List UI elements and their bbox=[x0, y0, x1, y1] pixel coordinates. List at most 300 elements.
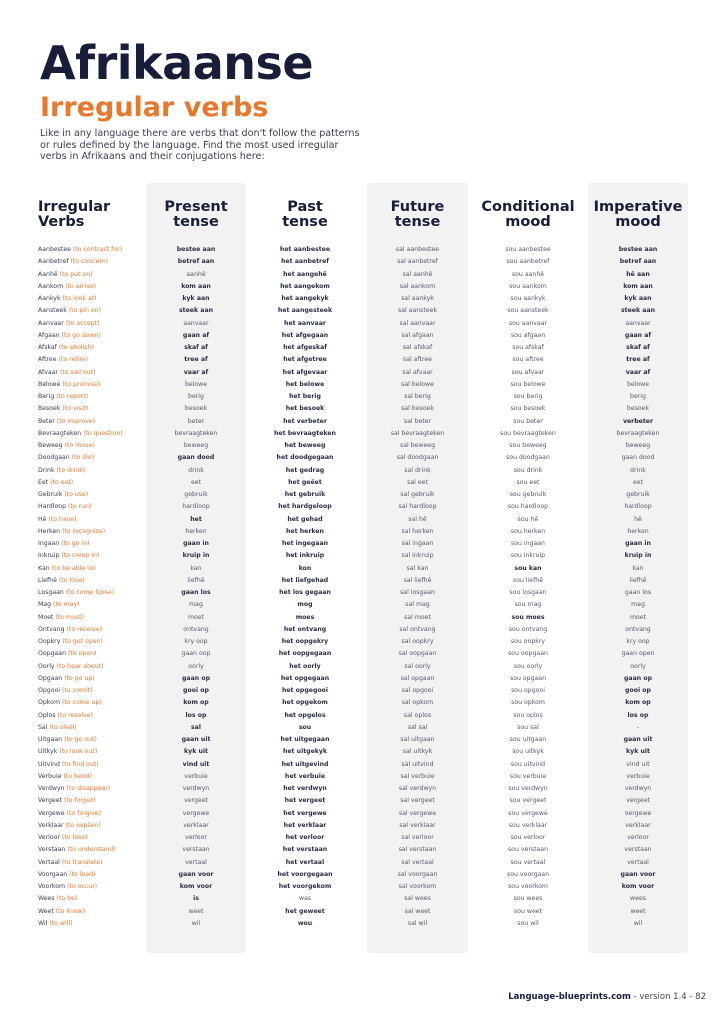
imperative-cell: vergewe bbox=[624, 809, 652, 817]
verb-infinitive: Hardloop bbox=[38, 503, 67, 511]
verb-translation: (to report) bbox=[56, 393, 89, 400]
verb-infinitive: Beter bbox=[38, 417, 55, 425]
present-cell: verstaan bbox=[182, 846, 210, 854]
verb-infinitive: Liefhê bbox=[38, 576, 57, 584]
present-cell: verklaar bbox=[183, 821, 209, 829]
past-cell: het verstaan bbox=[282, 846, 328, 854]
verb-row bbox=[38, 685, 146, 697]
imperative-column bbox=[588, 200, 688, 930]
past-cell: het gehad bbox=[287, 515, 323, 523]
verb-translation: (to promise) bbox=[62, 380, 101, 388]
verb-row bbox=[38, 428, 146, 440]
imperative-cell: drink bbox=[630, 466, 646, 474]
present-cell: vind uit bbox=[182, 760, 210, 768]
verb-translation: (to drink) bbox=[56, 466, 86, 474]
verb-row bbox=[38, 514, 146, 526]
conditional-column bbox=[472, 200, 584, 930]
conditional-cell: sou drink bbox=[513, 466, 543, 474]
future-cell: sal voorgaan bbox=[397, 870, 438, 878]
past-cell: mog bbox=[297, 601, 313, 609]
present-cell: moet bbox=[187, 613, 205, 621]
verb-row bbox=[38, 440, 146, 452]
verb-row bbox=[38, 746, 146, 758]
verb-infinitive: Opkom bbox=[38, 699, 60, 707]
conditional-cell: sou oopkry bbox=[510, 638, 546, 645]
future-cell: sal gebruik bbox=[400, 491, 435, 498]
verb-translation: (to look at) bbox=[62, 295, 97, 302]
conditional-cell: sou hê bbox=[517, 515, 539, 523]
verb-translation: (to use) bbox=[64, 491, 89, 498]
imperative-cell: gaan dood bbox=[621, 454, 655, 462]
verb-translation: (to retire) bbox=[58, 356, 89, 364]
past-cell: het aangesteek bbox=[277, 307, 333, 315]
conditional-cell: sou aansteek bbox=[507, 307, 549, 315]
past-cell: het aangekom bbox=[280, 282, 330, 290]
future-cell: sal herken bbox=[401, 527, 434, 535]
conditional-cell: sou wees bbox=[513, 895, 543, 903]
verb-translation: (to translate) bbox=[61, 858, 103, 866]
imperative-cell: tree af bbox=[626, 356, 650, 364]
present-cell: gaan in bbox=[183, 540, 209, 547]
past-cell: het inkruip bbox=[285, 552, 325, 560]
imperative-cell: gebruik bbox=[626, 491, 650, 498]
verb-translation: (to will) bbox=[49, 919, 73, 927]
conditional-cell: sou aanhê bbox=[511, 270, 545, 278]
verb-translation: (to be able to) bbox=[51, 564, 96, 572]
verb-infinitive: Uitvind bbox=[38, 760, 60, 768]
present-cell: weet bbox=[188, 907, 204, 915]
verb-translation: (to understand) bbox=[67, 846, 116, 854]
conditional-cell: sou uitvind bbox=[510, 760, 546, 768]
future-cell: sal aankyk bbox=[401, 295, 434, 302]
past-cell: het oopgegaan bbox=[278, 650, 332, 658]
past-cell: het verbeter bbox=[283, 417, 327, 425]
verb-infinitive: Mag bbox=[38, 601, 52, 609]
future-cell: sal wil bbox=[407, 919, 428, 927]
past-cell: het liefgehad bbox=[281, 576, 329, 584]
future-cell: sal oorly bbox=[404, 662, 431, 670]
present-cell: is bbox=[193, 895, 199, 903]
verb-infinitive: Aankyk bbox=[38, 295, 61, 302]
future-cell: sal eet bbox=[407, 478, 428, 486]
verb-translation: (to love) bbox=[58, 576, 85, 584]
conditional-cell: sou afskaf bbox=[512, 344, 544, 351]
conditional-cell: sou aftree bbox=[512, 356, 544, 364]
past-cell: het voorgekom bbox=[278, 883, 332, 890]
verb-translation: (to accept) bbox=[65, 319, 100, 327]
verb-translation: (to question) bbox=[83, 429, 123, 437]
verb-translation: (to look out) bbox=[59, 748, 98, 756]
verb-row bbox=[38, 477, 146, 489]
verb-row bbox=[38, 832, 146, 844]
future-cell: sal wees bbox=[404, 895, 431, 903]
verb-translation: (to eat) bbox=[50, 478, 74, 486]
future-cell: sal hardloop bbox=[398, 503, 437, 511]
verb-row bbox=[38, 869, 146, 881]
conditional-header: Conditional mood bbox=[481, 199, 575, 230]
present-cell: kom op bbox=[183, 699, 209, 707]
future-cell: sal losgaan bbox=[400, 589, 435, 596]
conditional-cell: sou voorkom bbox=[508, 883, 548, 890]
verb-infinitive: Aankom bbox=[38, 282, 64, 290]
verb-translation: (to creep in) bbox=[61, 552, 100, 560]
page-subtitle: Irregular verbs bbox=[40, 92, 269, 123]
past-cell: het opgegaan bbox=[280, 674, 330, 682]
verb-translation: (to pin on) bbox=[68, 307, 102, 315]
verb-infinitive: Berig bbox=[38, 393, 55, 400]
verb-translation: (to be) bbox=[56, 895, 78, 903]
past-cell: het geweet bbox=[285, 907, 325, 915]
past-cell: het bevraagteken bbox=[274, 429, 336, 437]
past-cell: het verbuie bbox=[284, 772, 326, 780]
imperative-cell: gaan open bbox=[621, 650, 655, 658]
imperative-cell: gaan voor bbox=[620, 870, 656, 878]
past-cell: het vergewe bbox=[283, 809, 327, 817]
present-cell: drink bbox=[188, 466, 204, 474]
verb-row bbox=[38, 293, 146, 305]
conditional-cell: sou aanbetref bbox=[506, 258, 550, 266]
future-cell: sal hê bbox=[408, 515, 427, 523]
future-header: Future tense bbox=[390, 199, 445, 230]
imperative-cell: aanvaar bbox=[625, 319, 651, 327]
footer-version: - version 1.4 - 82 bbox=[630, 992, 706, 1002]
present-header: Present tense bbox=[164, 199, 228, 230]
present-cell: hardloop bbox=[182, 503, 210, 511]
verb-translation: (to run) bbox=[68, 503, 92, 511]
verb-infinitive: Kan bbox=[38, 564, 50, 572]
verbs-column bbox=[38, 200, 146, 930]
conditional-cell: sou verbuie bbox=[509, 772, 547, 780]
imperative-cell: vertaal bbox=[627, 858, 649, 866]
verb-infinitive: Ontvang bbox=[38, 625, 65, 633]
future-cell: sal aansteek bbox=[397, 307, 438, 315]
present-cell: aanhê bbox=[186, 270, 206, 278]
verb-translation: (to arrive) bbox=[65, 282, 97, 290]
conditional-cell: sou beweeg bbox=[509, 442, 547, 449]
imperative-cell: verbeter bbox=[622, 417, 654, 425]
conditional-cell: sou aanvaar bbox=[508, 319, 548, 327]
present-cell: kom aan bbox=[181, 282, 211, 290]
past-cell: het gedrag bbox=[285, 466, 325, 474]
verb-infinitive: Verdwyn bbox=[38, 785, 65, 792]
verb-infinitive: Uitgaan bbox=[38, 736, 63, 743]
imperative-cell: hê aan bbox=[626, 270, 650, 278]
future-cell: sal vergewe bbox=[398, 809, 437, 817]
present-cell: eet bbox=[190, 478, 202, 486]
verb-infinitive: Afskaf bbox=[38, 344, 57, 351]
conditional-cell: sou weet bbox=[514, 907, 542, 915]
imperative-cell: eet bbox=[632, 478, 644, 486]
imperative-cell: vergeet bbox=[626, 797, 650, 805]
past-cell: het ingegaan bbox=[281, 540, 329, 547]
present-cell: kry oop bbox=[184, 638, 208, 645]
past-cell: het los gegaan bbox=[279, 589, 331, 596]
verb-translation: (to come loose) bbox=[65, 589, 115, 596]
conditional-cell: sou oplos bbox=[513, 711, 543, 719]
present-cell: vaar af bbox=[183, 368, 209, 376]
verb-row bbox=[38, 624, 146, 636]
verbs-header: Irregular Verbs bbox=[38, 199, 111, 230]
imperative-cell: hardloop bbox=[624, 503, 652, 511]
imperative-cell: vaar af bbox=[625, 368, 651, 376]
present-cell: gaan dood bbox=[177, 454, 215, 462]
verb-translation: (to contract for) bbox=[72, 246, 123, 253]
conditional-cell: sou bevraagteken bbox=[500, 429, 556, 437]
verb-infinitive: Eet bbox=[38, 478, 49, 486]
imperative-cell: berig bbox=[630, 393, 646, 400]
future-cell: sal verloor bbox=[401, 834, 434, 841]
verb-infinitive: Gebruik bbox=[38, 491, 63, 498]
verb-translation: (to abolish) bbox=[58, 344, 94, 351]
present-cell: betref aan bbox=[177, 258, 215, 266]
verb-translation: (to sail out) bbox=[59, 368, 96, 376]
present-cell: kyk uit bbox=[184, 748, 208, 756]
past-cell: het oorly bbox=[289, 662, 321, 670]
imperative-cell: - bbox=[636, 723, 640, 731]
present-cell: gaan voor bbox=[178, 870, 214, 878]
verb-infinitive: Afvaar bbox=[38, 368, 58, 376]
conditional-cell: sou afvaar bbox=[511, 368, 545, 376]
conditional-cell: sou aanbestee bbox=[505, 246, 551, 253]
verb-row bbox=[38, 256, 146, 268]
present-cell: kan bbox=[190, 564, 202, 572]
future-cell: sal verdwyn bbox=[398, 785, 437, 792]
imperative-cell: kom voor bbox=[621, 883, 655, 890]
verb-row bbox=[38, 489, 146, 501]
intro-text: Like in any language there are verbs that don't follow the patterns or rules defined by the language. Find the most used irregular verbs in Afrikaans and their conjugations here: bbox=[40, 128, 360, 162]
conditional-cell: sou verloor bbox=[510, 834, 546, 841]
imperative-cell: bestee aan bbox=[618, 246, 658, 253]
conditional-cell: sou mag bbox=[514, 601, 542, 609]
conditional-cell: sou eet bbox=[516, 478, 540, 486]
present-cell: kyk aan bbox=[182, 295, 210, 302]
present-cell: wil bbox=[191, 919, 201, 927]
verb-translation: (to concern) bbox=[70, 258, 109, 266]
imperative-cell: mag bbox=[631, 601, 645, 609]
verb-translation: (to explain) bbox=[65, 821, 101, 829]
future-cell: sal inkruip bbox=[401, 552, 434, 560]
conditional-cell: sou uitgaan bbox=[509, 736, 547, 743]
imperative-cell: gaan af bbox=[624, 331, 652, 339]
imperative-header: Imperative mood bbox=[593, 199, 683, 230]
present-cell: skaf af bbox=[184, 344, 208, 351]
verb-infinitive: Vertaal bbox=[38, 858, 60, 866]
page-title: Afrikaanse bbox=[40, 36, 314, 90]
imperative-cell: kom op bbox=[625, 699, 651, 707]
conditional-cell: sou herken bbox=[510, 527, 546, 535]
verb-translation: (to recognize) bbox=[62, 527, 106, 535]
future-cell: sal uitkyk bbox=[402, 748, 433, 756]
future-cell: sal weet bbox=[404, 907, 431, 915]
conditional-cell: sou hardloop bbox=[507, 503, 549, 511]
conditional-cell: sou opkom bbox=[511, 699, 545, 707]
verb-row bbox=[38, 648, 146, 660]
verb-row bbox=[38, 269, 146, 281]
verb-row bbox=[38, 501, 146, 513]
imperative-cell: skaf af bbox=[626, 344, 650, 351]
future-cell: sal voorkom bbox=[398, 883, 437, 890]
imperative-cell: besoek bbox=[626, 405, 650, 413]
conditional-cell: sou ontvang bbox=[508, 625, 548, 633]
imperative-cell: vind uit bbox=[626, 760, 650, 768]
verb-infinitive: Aansteek bbox=[38, 307, 67, 315]
imperative-cell: verklaar bbox=[625, 821, 651, 829]
past-cell: het opgegooi bbox=[281, 687, 329, 694]
imperative-cell: betref aan bbox=[619, 258, 657, 266]
imperative-cell: steek aan bbox=[620, 307, 656, 315]
past-cell: het berig bbox=[289, 393, 321, 400]
imperative-cell: kyk aan bbox=[624, 295, 652, 302]
verb-infinitive: Opgaan bbox=[38, 674, 63, 682]
past-cell: het beweeg bbox=[284, 442, 326, 449]
verb-infinitive: Vergewe bbox=[38, 809, 65, 817]
past-cell: het ontvang bbox=[283, 625, 327, 633]
imperative-cell: los op bbox=[627, 711, 649, 719]
imperative-cell: gaan in bbox=[625, 540, 651, 547]
present-cell: besoek bbox=[184, 405, 208, 413]
verb-translation: (to come up) bbox=[61, 699, 102, 707]
verb-infinitive: Oorly bbox=[38, 662, 55, 670]
past-cell: het afgegaan bbox=[281, 331, 329, 339]
past-cell: het aanbetref bbox=[281, 258, 329, 266]
future-cell: sal ingaan bbox=[401, 540, 434, 547]
verb-row bbox=[38, 281, 146, 293]
verb-translation: (to vomit) bbox=[62, 687, 93, 694]
present-cell: vertaal bbox=[185, 858, 207, 866]
verb-infinitive: Hê bbox=[38, 515, 47, 523]
verb-row bbox=[38, 857, 146, 869]
conditional-cell: sou vertaal bbox=[510, 858, 546, 866]
verb-row bbox=[38, 367, 146, 379]
past-cell: het uitgegaan bbox=[280, 736, 330, 743]
present-cell: oorly bbox=[188, 662, 204, 670]
present-cell: tree af bbox=[184, 356, 208, 364]
verb-translation: (to must) bbox=[55, 613, 84, 621]
past-cell: het aangekyk bbox=[281, 295, 329, 302]
imperative-cell: verloor bbox=[627, 834, 649, 841]
imperative-cell: kry oop bbox=[626, 638, 650, 645]
verb-row bbox=[38, 673, 146, 685]
verb-row bbox=[38, 710, 146, 722]
verb-row bbox=[38, 575, 146, 587]
present-cell: verloor bbox=[185, 834, 207, 841]
verb-translation: (to forget) bbox=[63, 797, 96, 805]
future-cell: sal aanbetref bbox=[397, 258, 438, 266]
verb-row bbox=[38, 893, 146, 905]
future-cell: sal uitgaan bbox=[400, 736, 435, 743]
verb-infinitive: Vergeet bbox=[38, 797, 62, 805]
past-cell: het afgeskaf bbox=[283, 344, 327, 351]
present-cell: kruip in bbox=[182, 552, 210, 560]
future-cell: sal sal bbox=[407, 723, 428, 731]
verb-infinitive: Losgaan bbox=[38, 589, 64, 596]
past-cell: het vertaal bbox=[285, 858, 325, 866]
past-cell: het verdwyn bbox=[283, 785, 327, 792]
imperative-cell: verbuie bbox=[626, 772, 650, 780]
verb-infinitive: Bevraagteken bbox=[38, 429, 82, 437]
verb-translation: (to die) bbox=[71, 454, 95, 462]
verb-infinitive: Drink bbox=[38, 466, 55, 474]
verb-translation: (to go down) bbox=[61, 331, 101, 339]
verb-translation: (to may) bbox=[53, 601, 80, 609]
conditional-cell: sou ingaan bbox=[511, 540, 545, 547]
verb-row bbox=[38, 759, 146, 771]
present-cell: belowe bbox=[184, 380, 208, 388]
verb-infinitive: Besoek bbox=[38, 405, 61, 413]
verb-translation: (to have) bbox=[48, 515, 77, 523]
conditional-cell: sou oopgaan bbox=[508, 650, 548, 658]
past-cell: moes bbox=[295, 613, 315, 621]
verb-row bbox=[38, 526, 146, 538]
past-cell: het oopgekry bbox=[281, 638, 329, 645]
past-cell: het uitgevind bbox=[281, 760, 329, 768]
present-cell: berig bbox=[188, 393, 204, 400]
present-cell: herken bbox=[185, 527, 207, 535]
past-cell: kon bbox=[298, 564, 312, 572]
conditional-cell: sou sal bbox=[517, 723, 539, 731]
verb-infinitive: Verstaan bbox=[38, 846, 66, 854]
verb-translation: (to go in) bbox=[61, 540, 90, 547]
verb-translation: (to improve) bbox=[56, 417, 96, 425]
conditional-cell: sou aankyk bbox=[510, 295, 546, 302]
verb-infinitive: Oopkry bbox=[38, 638, 61, 645]
verb-row bbox=[38, 305, 146, 317]
imperative-cell: moet bbox=[629, 613, 647, 621]
conditional-cell: sou berig bbox=[513, 393, 543, 400]
verb-row bbox=[38, 354, 146, 366]
verb-infinitive: Ingaan bbox=[38, 540, 60, 547]
verb-row bbox=[38, 587, 146, 599]
verb-translation: (to open) bbox=[68, 650, 97, 658]
past-cell: het herken bbox=[286, 527, 324, 535]
present-cell: vergewe bbox=[182, 809, 210, 817]
verb-row bbox=[38, 538, 146, 550]
present-cell: gaan op bbox=[181, 674, 211, 682]
conditional-cell: sou verstaan bbox=[507, 846, 549, 854]
verb-infinitive: Doodgaan bbox=[38, 454, 70, 462]
past-header: Past tense bbox=[282, 199, 328, 230]
conditional-cell: sou wil bbox=[517, 919, 539, 927]
conditional-cell: sou belowe bbox=[510, 380, 546, 388]
future-cell: sal berig bbox=[404, 393, 431, 400]
past-cell: het afgetree bbox=[283, 356, 327, 364]
conditional-cell: sou verdwyn bbox=[508, 785, 548, 792]
verb-row bbox=[38, 697, 146, 709]
past-cell: het voorgegaan bbox=[277, 870, 333, 878]
verb-row bbox=[38, 342, 146, 354]
present-cell: vergeet bbox=[184, 797, 208, 805]
conditional-cell: sou besoek bbox=[510, 405, 546, 413]
verb-infinitive: Beweeg bbox=[38, 442, 63, 449]
conditional-cell: sou losgaan bbox=[509, 589, 547, 596]
past-cell: het gebruik bbox=[284, 491, 326, 498]
verb-infinitive: Aftree bbox=[38, 356, 57, 364]
conditional-cell: sou opgooi bbox=[511, 687, 545, 694]
past-cell: het opgekom bbox=[282, 699, 328, 707]
past-cell: het hardgeloop bbox=[278, 503, 332, 511]
future-cell: sal afvaar bbox=[402, 368, 433, 376]
verb-translation: (to visit) bbox=[62, 405, 89, 413]
past-cell: het opgelos bbox=[284, 711, 326, 719]
verb-infinitive: Opgooi bbox=[38, 687, 61, 694]
present-cell: verdwyn bbox=[182, 785, 210, 792]
verb-row bbox=[38, 722, 146, 734]
conditional-cell: sou liefhê bbox=[512, 576, 544, 584]
future-cell: sal verstaan bbox=[398, 846, 437, 854]
verb-infinitive: Inkruip bbox=[38, 552, 60, 560]
verb-row bbox=[38, 330, 146, 342]
conditional-cell: sou vergewe bbox=[508, 809, 548, 817]
